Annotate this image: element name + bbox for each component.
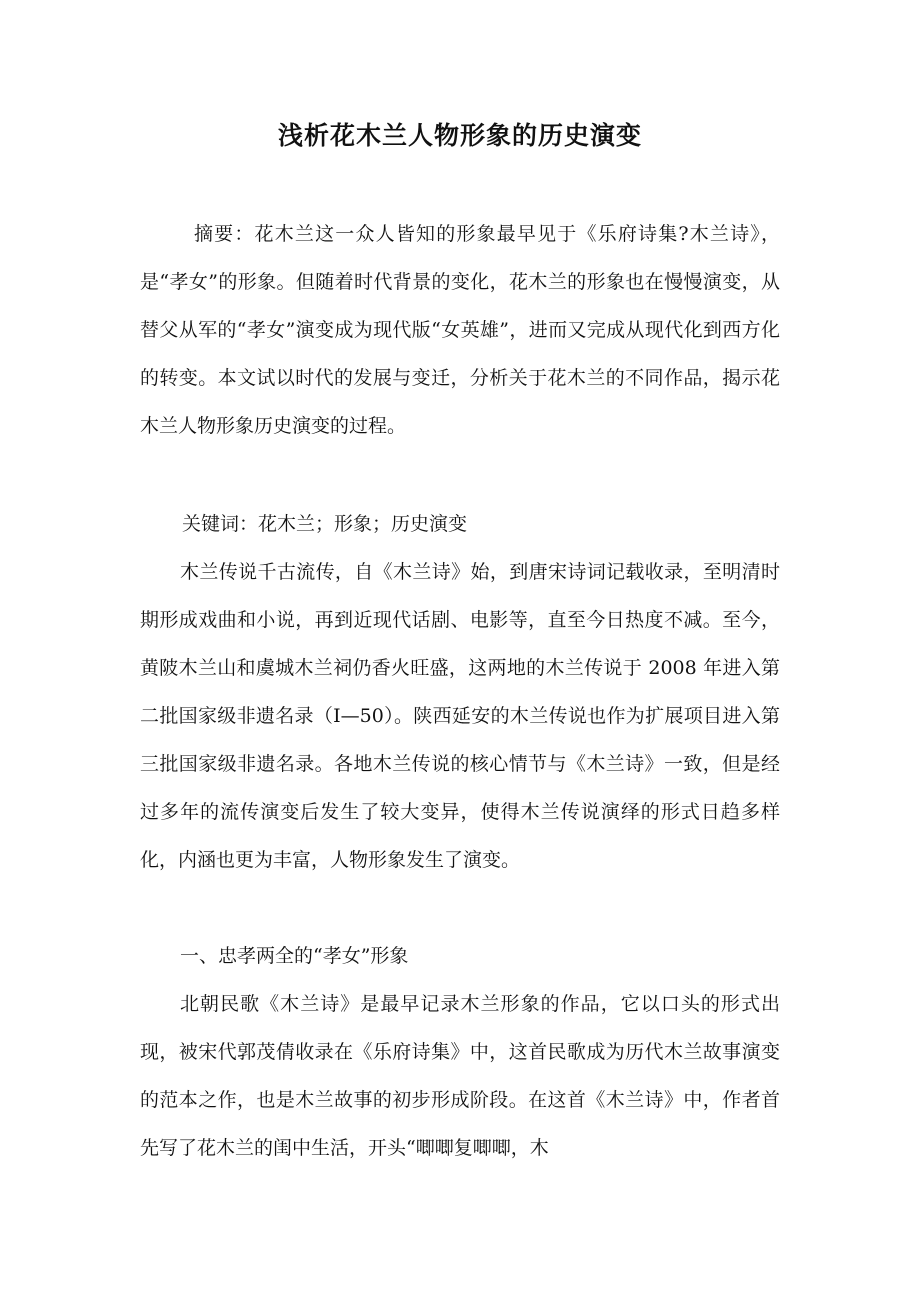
abstract-paragraph: 摘要：花木兰这一众人皆知的形象最早见于《乐府诗集?木兰诗》，是“孝女”的形象。但随着时代背景的变化，花木兰的形象也在慢慢演变，从替父从军的“孝女”演变成为现代版“女英雄”，进而又完成从现代化到西方化的转变。本文试以时代的发展与变迁，分析关于花木兰的不同作品，揭示花木兰人物形象历史演变的过程。 — [140, 223, 780, 437]
body-paragraph-1: 木兰传说千古流传，自《木兰诗》始，到唐宋诗词记载收录，至明清时期形成戏曲和小说，再到近现代话剧、电影等，直至今日热度不减。至今，黄陂木兰山和虞城木兰祠仍香火旺盛，这两地的木兰传说于 2008 年进入第二批国家级非遗名录（I—50）。陕西延安的木兰传说也作为扩展项目进入第三批国家级非遗名录。各地木兰传说的核心情节与《木兰诗》一致，但是经过多年的流传演变后发生了较大变异，使得木兰传说演绎的形式日趋多样化，内涵也更为丰富，人物形象发生了演变。 — [140, 561, 780, 871]
section-heading-1: 一、忠孝两全的“孝女”形象 — [180, 945, 409, 967]
body-paragraph-2: 北朝民歌《木兰诗》是最早记录木兰形象的作品，它以口头的形式出现，被宋代郭茂倩收录在《乐府诗集》中，这首民歌成为历代木兰故事演变的范本之作，也是木兰故事的初步形成阶段。在这首《木兰诗》中，作者首先写了花木兰的闺中生活，开头“唧唧复唧唧，木 — [140, 993, 780, 1159]
keywords-line: 关键词：花木兰；形象；历史演变 — [182, 513, 468, 535]
document-title: 浅析花木兰人物形象的历史演变 — [277, 121, 642, 150]
